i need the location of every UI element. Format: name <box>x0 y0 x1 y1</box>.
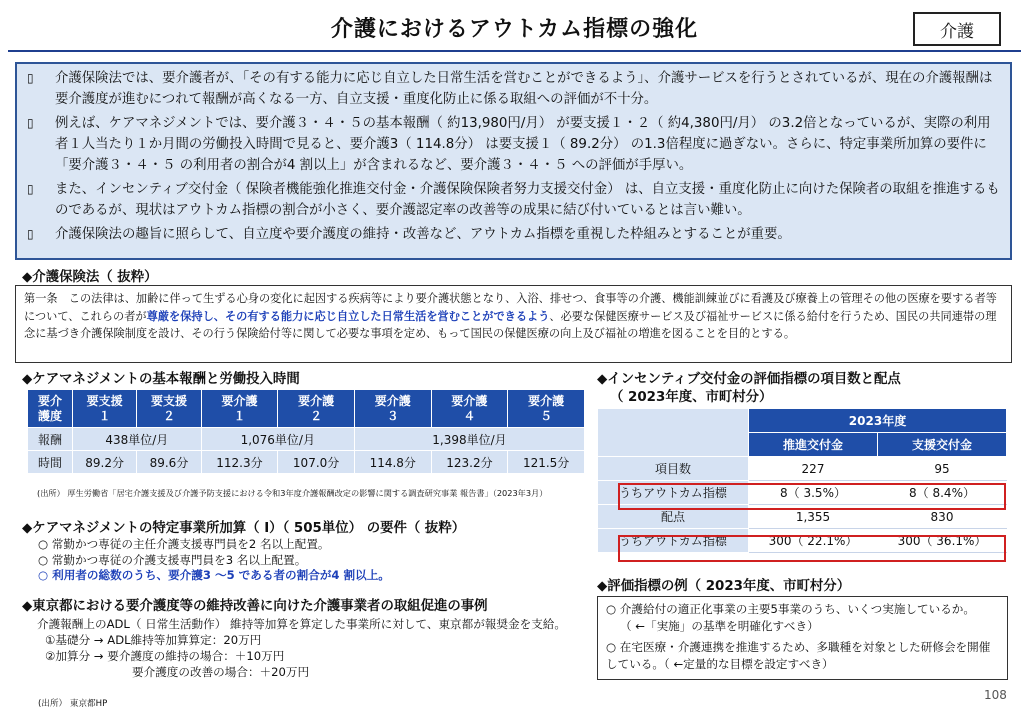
incentive-year-header: 2023年度 <box>749 409 1007 433</box>
care-fee-cell: 1,398単位/月 <box>354 428 584 451</box>
req-item: ○ 常勤かつ専従の介護支援専門員を3 名以上配置。 <box>38 552 307 567</box>
example-item: ○ 介護給付の適正化事業の主要5事業のうち、いくつ実施しているか。 <box>606 602 975 616</box>
care-corner-header: 要介 護度 <box>28 390 73 428</box>
incentive-row-label: うちアウトカム指標 <box>598 481 749 505</box>
examples-box <box>597 596 1008 680</box>
incentive-cell: 300（ 22.1%） <box>749 529 878 553</box>
care-time-cell: 89.6分 <box>137 451 201 474</box>
summary-text-2: 例えば、ケアマネジメントでは、要介護３・４・５の基本報酬（ 約13,980円/月） が要支援１・２（ 約4,380円/月） の3.2倍となっているが、実際の利用者１人当たり１か月間の労働投入時間で見ると、要介護3（ 114.8分） は要支援１（ 89.2分） の1.3倍程度に過ぎない。さらに、特定事業所加算の要件に「要介護３・４・５ の利用者の割合が4 割以上」が含まれるなど、要介護３・４・５ への評価が手厚い。 <box>55 116 991 173</box>
summary-text-1: 介護保険法では、要介護者が、「その有する能力に応じ自立した日常生活を営むことができるよう」、介護サービスを行うとされているが、現在の介護報酬は要介護度が進むにつれて報酬が高くなる一方、自立支援・重度化防止に係る取組への評価が不十分。 <box>55 71 993 107</box>
summary-text-4: 介護保険法の趣旨に照らして、自立度や要介護度の維持・改善など、アウトカム指標を重視した枠組みとすることが重要。 <box>55 227 791 242</box>
incentive-corner <box>598 409 749 457</box>
care-time-cell: 107.0分 <box>278 451 355 474</box>
care-col-header: 要介護 ２ <box>278 390 355 428</box>
care-time-row <box>28 451 585 474</box>
law-text-b: 、必要な保健医療サービス及び福祉サービスに係る給付を行うため、国民の共同連帯の理念に基づき介護保険制度を設け、その行う保険給付等に関して必要な事項を定め、もって国民の保健医療の向上及び福祉の増進を図ることを目的とする。 <box>24 309 997 340</box>
incentive-row-label: うちアウトカム指標 <box>598 529 749 553</box>
care-row-label: 時間 <box>28 451 73 474</box>
care-col-header: 要介護 ３ <box>354 390 431 428</box>
incentive-cell: 8（ 3.5%） <box>749 481 878 505</box>
summary-bullet-4 <box>25 224 1002 245</box>
tokyo-line-2: ②加算分 → 要介護度の維持の場合：＋10万円 <box>45 649 285 663</box>
req-heading: ◆ケアマネジメントの特定事業所加算（ Ⅰ）（ 505単位） の要件（ 抜粋） <box>22 521 466 536</box>
summary-box <box>15 62 1012 260</box>
care-col-header: 要介護 ４ <box>431 390 508 428</box>
req-item-highlight: ○ 利用者の総数のうち、要介護3 ～5 である者の割合が4 割以上。 <box>38 568 390 582</box>
incentive-heading-2: （ 2023年度、市町村分） <box>610 390 773 405</box>
bullet-icon: ▯ <box>27 182 34 196</box>
care-fee-cell: 438単位/月 <box>73 428 202 451</box>
tokyo-heading: ◆東京都における要介護度等の維持改善に向けた介護事業者の取組促進の事例 <box>22 599 488 614</box>
care-time-cell: 112.3分 <box>201 451 278 474</box>
incentive-row <box>598 457 1007 481</box>
req-item: ○ 常勤かつ専従の主任介護支援専門員を2 名以上配置。 <box>38 537 330 551</box>
outcome-highlight-box <box>618 535 1006 562</box>
tokyo-line-1: ①基礎分 → ADL維持等加算算定：20万円 <box>45 633 262 647</box>
incentive-cell: 227 <box>749 457 878 481</box>
incentive-cell: 300（ 36.1%） <box>878 529 1007 553</box>
care-fee-cell: 1,076単位/月 <box>201 428 354 451</box>
incentive-cell: 1,355 <box>749 505 878 529</box>
care-time-cell: 89.2分 <box>73 451 137 474</box>
incentive-cell: 95 <box>878 457 1007 481</box>
bullet-icon: ▯ <box>27 71 34 85</box>
summary-bullet-1 <box>25 68 1002 110</box>
law-text-highlight: 尊厳を保持し、その有する能力に応じ自立した日常生活を営むことができるよう <box>146 309 550 323</box>
care-heading: ◆ケアマネジメントの基本報酬と労働投入時間 <box>22 372 300 387</box>
care-col-header: 要介護 ５ <box>508 390 585 428</box>
summary-text-3: また、インセンティブ交付金（ 保険者機能強化推進交付金・介護保険保険者努力支援交付金） は、自立支援・重度化防止に向けた保険者の取組を推進するものであるが、現状はアウトカム指標の割合が小さく、要介護認定率の改善等の成果に結び付いているとは言い難い。 <box>55 182 1000 218</box>
law-text-a: 第一条 この法律は、加齢に伴って生ずる心身の変化に起因する疾病等により要介護状態となり、入浴、排せつ、食事等の介護、機能訓練並びに看護及び療養上の管理その他の医療を要する者等について、これらの者が <box>24 292 997 323</box>
req-list <box>38 537 390 584</box>
law-heading: ◆介護保険法（ 抜粋） <box>22 270 158 285</box>
care-header-row <box>28 390 585 428</box>
care-source: (出所） 厚生労働省「居宅介護支援及び介護予防支援における令和3年度介護報酬改定の影響に関する調査研究事業 報告書」（2023年3月） <box>37 488 548 498</box>
law-excerpt-box <box>15 285 1012 363</box>
incentive-row-label: 配点 <box>598 505 749 529</box>
incentive-col-header: 支援交付金 <box>878 433 1007 457</box>
page-number: 108 <box>984 688 1007 702</box>
tokyo-line-3: 要介護度の改善の場合：＋20万円 <box>132 665 310 679</box>
incentive-table <box>597 408 1007 553</box>
tokyo-intro: 介護報酬上のADL（ 日常生活動作） 維持等加算を算定した事業所に対して、東京都が報奨金を支給。 <box>37 617 566 631</box>
care-col-header: 要支援 ２ <box>137 390 201 428</box>
incentive-cell: 8（ 8.4%） <box>878 481 1007 505</box>
incentive-heading: ◆インセンティブ交付金の評価指標の項目数と配点 <box>597 372 901 387</box>
care-col-header: 要支援 １ <box>73 390 137 428</box>
incentive-cell: 830 <box>878 505 1007 529</box>
examples-heading: ◆評価指標の例（ 2023年度、市町村分） <box>597 579 851 594</box>
care-time-cell: 121.5分 <box>508 451 585 474</box>
category-tag: 介護 <box>913 12 1001 46</box>
care-time-cell: 114.8分 <box>354 451 431 474</box>
care-time-cell: 123.2分 <box>431 451 508 474</box>
incentive-year-row <box>598 409 1007 433</box>
bullet-icon: ▯ <box>27 227 34 241</box>
incentive-row-label: 項目数 <box>598 457 749 481</box>
page-title: 介護におけるアウトカム指標の強化 <box>330 17 699 42</box>
tokyo-body <box>37 616 582 680</box>
care-fee-row <box>28 428 585 451</box>
bullet-icon: ▯ <box>27 116 34 130</box>
summary-bullet-3 <box>25 179 1002 221</box>
example-note: （ ←「実施」の基準を明確化すべき） <box>620 618 819 633</box>
outcome-highlight-box <box>618 483 1006 510</box>
summary-bullet-2 <box>25 113 1002 176</box>
care-table <box>27 389 585 474</box>
incentive-col-header: 推進交付金 <box>749 433 878 457</box>
header-divider <box>8 50 1021 52</box>
example-item: ○ 在宅医療・介護連携を推進するため、多職種を対象とした研修会を開催している。（ ←定量的な目標を設定すべき） <box>606 640 991 671</box>
tokyo-source: (出所） 東京都HP <box>38 699 108 709</box>
care-col-header: 要介護 １ <box>201 390 278 428</box>
care-row-label: 報酬 <box>28 428 73 451</box>
